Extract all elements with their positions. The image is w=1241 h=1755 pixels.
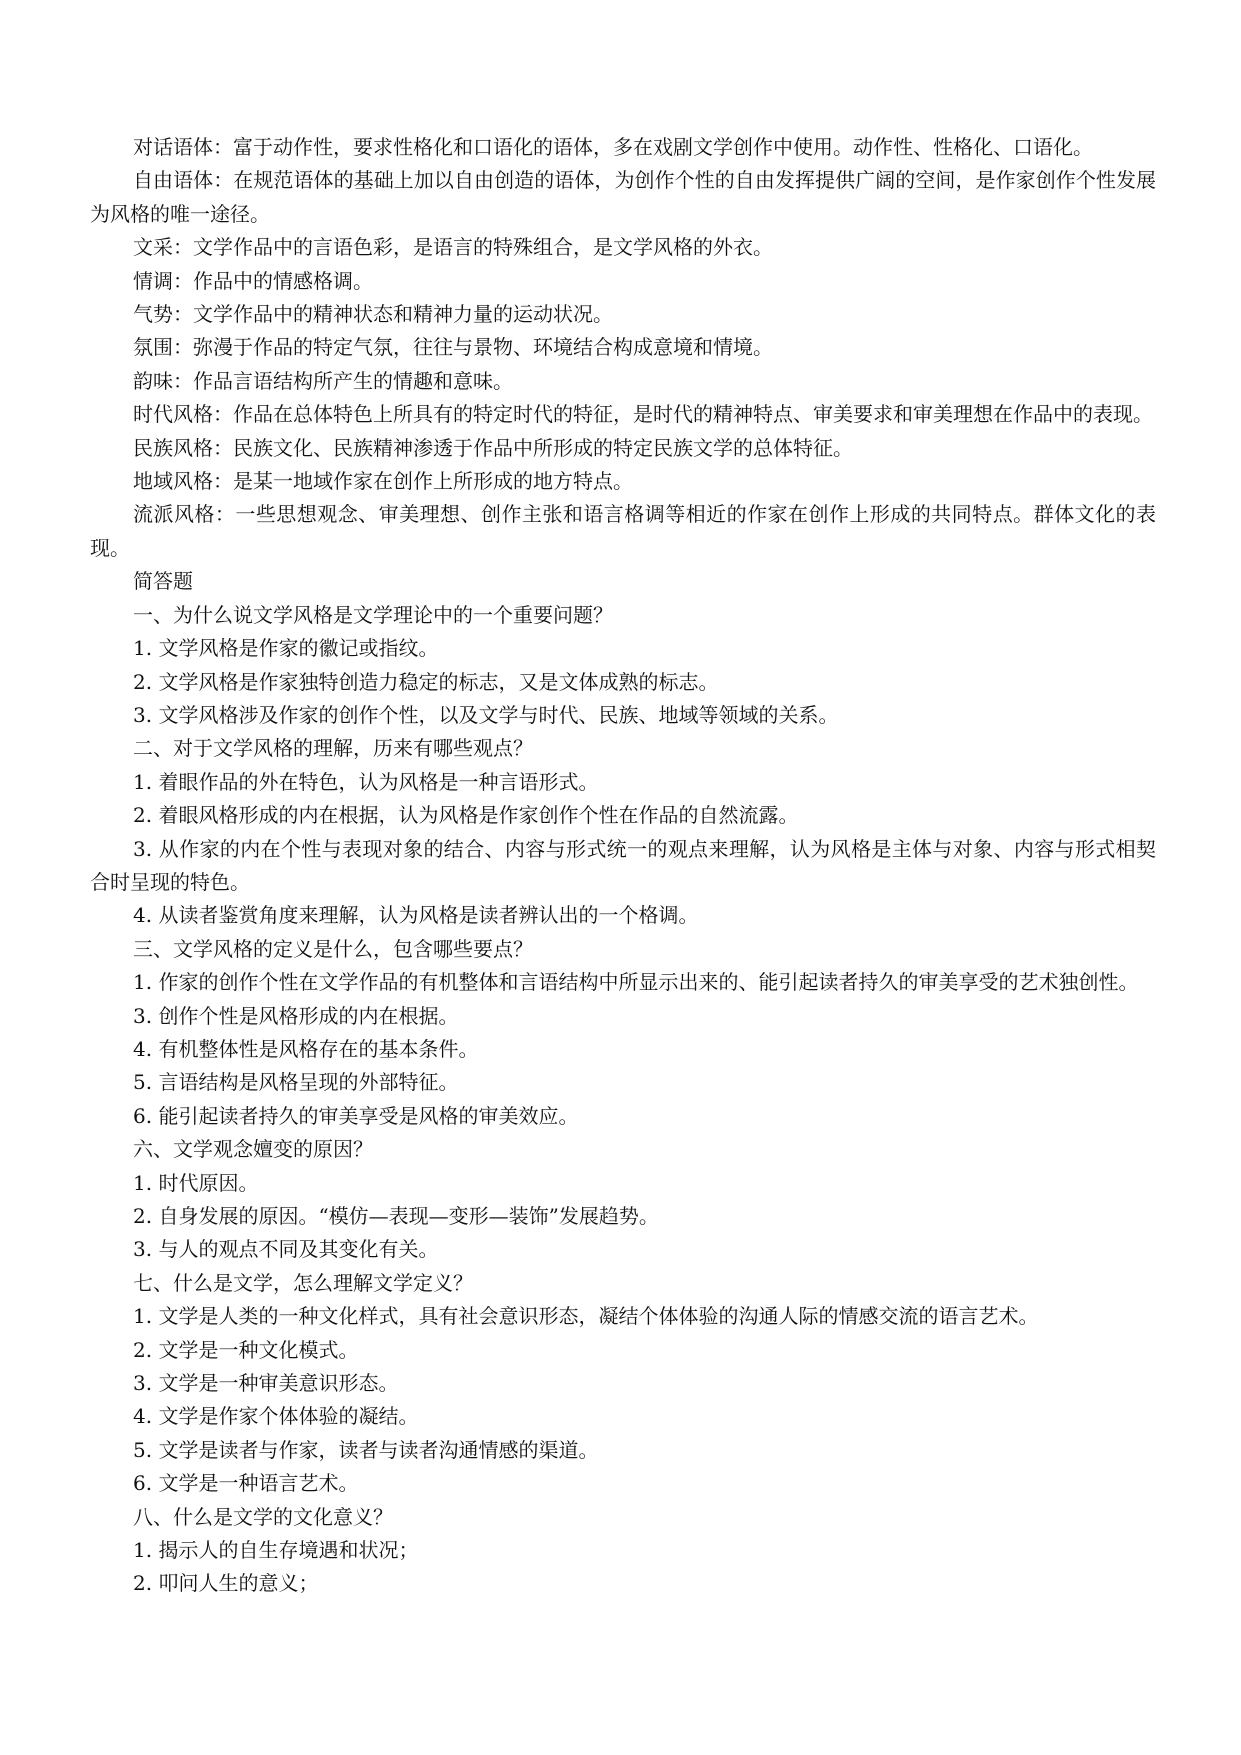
- list-item: 5. 文学是读者与作家，读者与读者沟通情感的渠道。: [133, 1437, 599, 1462]
- paragraph-qingdiao: 情调：作品中的情感格调。: [133, 268, 373, 293]
- paragraph-wencai: 文采：文学作品中的言语色彩，是语言的特殊组合，是文学风格的外衣。: [133, 235, 773, 260]
- list-item: 1. 时代原因。: [133, 1170, 259, 1195]
- list-item: 2. 着眼风格形成的内在根据，认为风格是作家创作个性在作品的自然流露。: [133, 803, 799, 828]
- question-3: 三、文学风格的定义是什么，包含哪些要点？: [133, 936, 533, 961]
- list-item: 2. 自身发展的原因。“模仿—表现—变形—装饰”发展趋势。: [133, 1204, 659, 1228]
- document-body: [90, 131, 1156, 1601]
- list-item: 1. 文学是人类的一种文化样式，具有社会意识形态，凝结个体体验的沟通人际的情感交流的语言艺术。: [133, 1304, 1039, 1329]
- paragraph-national-style: 民族风格：民族文化、民族精神渗透于作品中所形成的特定民族文学的总体特征。: [133, 435, 853, 460]
- list-item: 1. 揭示人的自生存境遇和状况；: [133, 1538, 419, 1563]
- paragraph-qishi: 气势：文学作品中的精神状态和精神力量的运动状况。: [133, 302, 613, 327]
- question-8: 八、什么是文学的文化意义？: [133, 1504, 393, 1529]
- list-item: 4. 从读者鉴赏角度来理解，认为风格是读者辨认出的一个格调。: [133, 903, 699, 928]
- list-item: 3. 创作个性是风格形成的内在根据。: [133, 1003, 459, 1028]
- list-item: 3. 文学是一种审美意识形态。: [133, 1371, 399, 1396]
- list-item: 3. 文学风格涉及作家的创作个性，以及文学与时代、民族、地域等领域的关系。: [133, 702, 839, 727]
- list-item: 1. 文学风格是作家的徽记或指纹。: [133, 636, 439, 661]
- paragraph-fenwei: 氛围：弥漫于作品的特定气氛，往往与景物、环境结合构成意境和情境。: [133, 335, 773, 360]
- paragraph-school-style: 流派风格：一些思想观念、审美理想、创作主张和语言格调等相近的作家在创作上形成的共同特点。群体文化的表现。: [90, 502, 1156, 560]
- list-item: 4. 文学是作家个体体验的凝结。: [133, 1404, 419, 1429]
- paragraph-era-style: 时代风格：作品在总体特色上所具有的特定时代的特征，是时代的精神特点、审美要求和审美理想在作品中的表现。: [133, 402, 1153, 427]
- list-item: 6. 文学是一种语言艺术。: [133, 1471, 359, 1496]
- question-7: 七、什么是文学，怎么理解文学定义？: [133, 1270, 473, 1295]
- question-6: 六、文学观念嬗变的原因？: [133, 1137, 373, 1162]
- paragraph-yunwei: 韵味：作品言语结构所产生的情趣和意味。: [133, 368, 513, 393]
- paragraph-regional-style: 地域风格：是某一地域作家在创作上所形成的地方特点。: [133, 469, 633, 494]
- list-item: 2. 叩问人生的意义；: [133, 1571, 319, 1596]
- list-item: 1. 着眼作品的外在特色，认为风格是一种言语形式。: [133, 769, 599, 794]
- list-item: 4. 有机整体性是风格存在的基本条件。: [133, 1036, 479, 1061]
- list-item: 5. 言语结构是风格呈现的外部特征。: [133, 1070, 459, 1095]
- list-item: 2. 文学是一种文化模式。: [133, 1337, 359, 1362]
- list-item: 2. 文学风格是作家独特创造力稳定的标志，又是文体成熟的标志。: [133, 669, 719, 694]
- list-item: 6. 能引起读者持久的审美享受是风格的审美效应。: [133, 1103, 579, 1128]
- list-item: 3. 从作家的内在个性与表现对象的结合、内容与形式统一的观点来理解，认为风格是主体与对象、内容与形式相契合时呈现的特色。: [90, 836, 1156, 894]
- list-item: 1. 作家的创作个性在文学作品的有机整体和言语结构中所显示出来的、能引起读者持久的审美享受的艺术独创性。: [133, 970, 1139, 995]
- list-item: 3. 与人的观点不同及其变化有关。: [133, 1237, 439, 1262]
- paragraph-free-register: 自由语体：在规范语体的基础上加以自由创造的语体，为创作个性的自由发挥提供广阔的空间，是作家创作个性发展为风格的唯一途径。: [90, 168, 1156, 226]
- question-2: 二、对于文学风格的理解，历来有哪些观点？: [133, 736, 533, 761]
- paragraph-dialogue-register: 对话语体：富于动作性，要求性格化和口语化的语体，多在戏剧文学创作中使用。动作性、性格化、口语化。: [133, 135, 1093, 159]
- question-1: 一、为什么说文学风格是文学理论中的一个重要问题？: [133, 602, 613, 627]
- section-heading-short-answer: 简答题: [133, 569, 193, 594]
